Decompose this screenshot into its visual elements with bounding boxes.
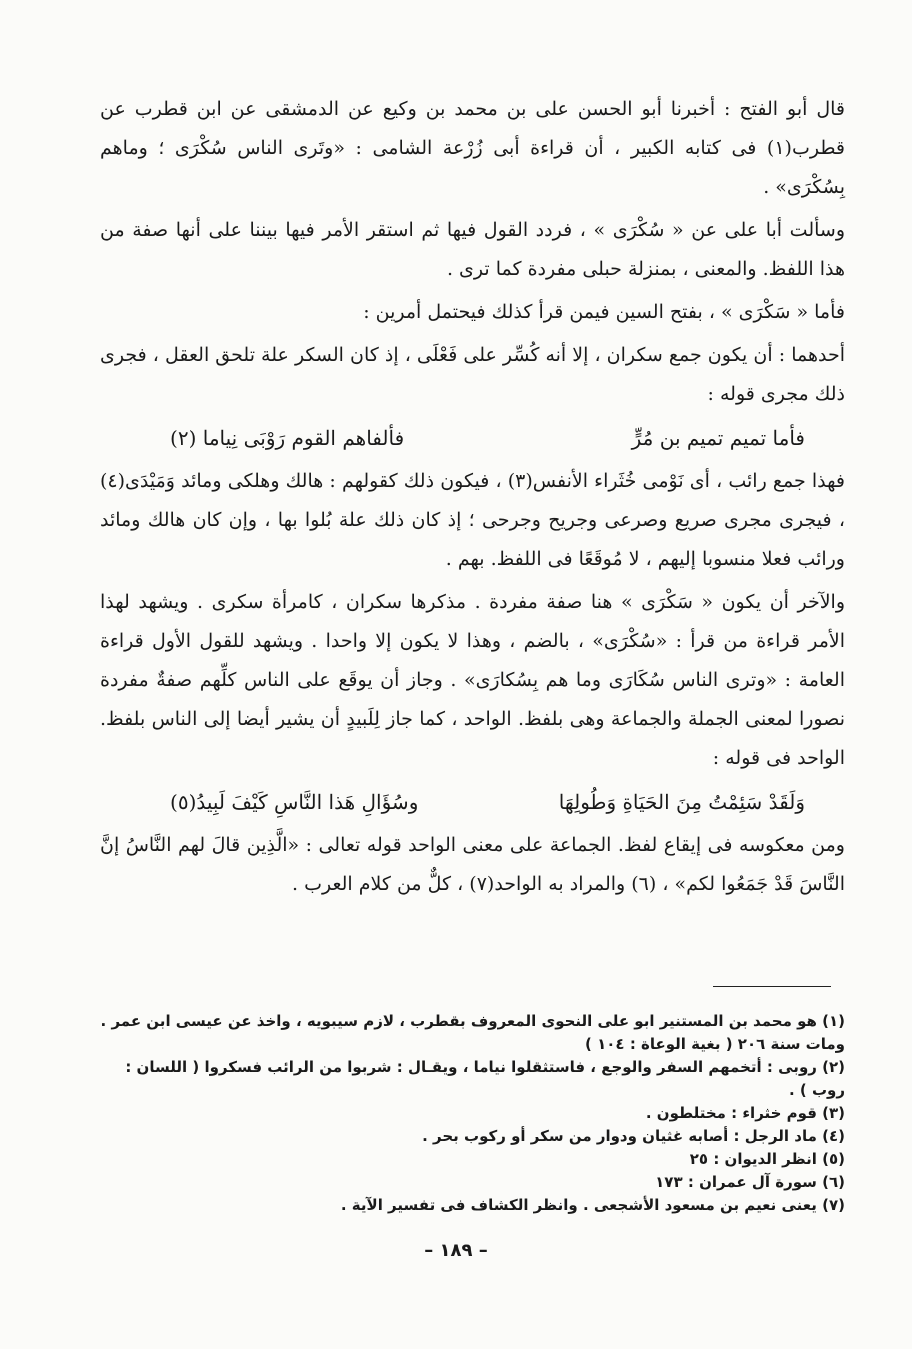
footnote: (٧) يعنى نعيم بن مسعود الأشجعى . وانظر الكشاف فى تفسير الآية .	[340, 1196, 845, 1214]
footnote: (٥) انظر الديوان : ٢٥	[689, 1150, 845, 1168]
paragraph: فأما « سَكْرَى » ، بفتح السين فيمن قرأ كذلك فيحتمل أمرين :	[363, 301, 845, 323]
verse-first-hemistich: فأما تميم تميم بن مُرٍّ	[631, 426, 805, 450]
paragraph: أحدهما : أن يكون جمع سكران ، إلا أنه كُسِّر على فَعْلَى ، إذ كان السكر علة تلحق العقل ، فجرى ذلك مجرى قوله :	[100, 344, 845, 405]
footnote: (٣) قوم خثراء : مختلطون .	[645, 1104, 845, 1122]
verse-second-hemistich: فألفاهم القوم رَوْبَى نِياما (٢)	[170, 426, 405, 450]
paragraph: قال أبو الفتح : أخبرنا أبو الحسن على بن محمد بن وكيع عن الدمشقى عن ابن قطرب عن قطرب(١) فى كتابه الكبير ، أن قراءة أبى زُرْعة الشامى : «وتَرى الناس سُكْرَى ؛ وماهم بِسُكْرَى» .	[100, 98, 845, 198]
footnote: (٦) سورة آل عمران : ١٧٣	[655, 1173, 845, 1191]
verse-line	[100, 416, 845, 460]
verse-line	[100, 780, 845, 824]
paragraph: والآخر أن يكون « سَكْرَى » هنا صفة مفردة . مذكرها سكران ، كامرأة سكرى . ويشهد لهذا الأمر قراءة من قرأ : «سُكْرَى» ، بالضم ، وهذا لا يكون إلا واحدا . ويشهد للقول الأول قراءة العامة : «وترى الناس سُكَارَى وما هم بِسُكارَى» . وجاز أن يوقَع على الناس كلِّهم صفةٌ مفردة نصورا لمعنى الجملة والجماعة وهى بلفظ. الواحد ، كما جاز لِلَبيدٍ أن يشير أيضا إلى الناس بلفظ. الواحد فى قوله :	[100, 591, 845, 769]
verse-first-hemistich: وَلَقَدْ سَئِمْتُ مِنَ الحَيَاةِ وَطُولِهَا	[558, 790, 805, 814]
page-number: – ١٨٩ –	[424, 1240, 488, 1261]
main-text	[100, 90, 845, 904]
paragraph: ومن معكوسه فى إيقاع لفظ. الجماعة على معنى الواحد قوله تعالى : «الَّذِين قالَ لهم النَّاسُ إنَّ النَّاسَ قَدْ جَمَعُوا لكم» ، (٦) والمراد به الواحد(٧) ، كلٌّ من كلام العرب .	[100, 834, 845, 895]
verse-second-hemistich: وسُؤَالِ هَذا النَّاسِ كَيْفَ لَبِيدُ(٥)	[170, 790, 419, 814]
footnote: (٤) ماد الرجل : أصابه غثيان ودوار من سكر أو ركوب بحر .	[422, 1127, 845, 1145]
paragraph: وسألت أبا على عن « سُكْرَى » ، فردد القول فيها ثم استقر الأمر فيها بيننا على أنها صفة من هذا اللفظ. والمعنى ، بمنزلة حبلى مفردة كما ترى .	[100, 219, 845, 280]
paragraph: فهذا جمع رائب ، أى نَوْمى خُثَراء الأنفس(٣) ، فيكون ذلك كقولهم : هالك وهلكى ومائد وَمَيْدَى(٤) ، فيجرى مجرى صريع وصرعى وجريح وجرحى ؛ إذ كان ذلك علة بُلوا بها ، وإن كان هالك ومائد ورائب فعلا منسوبا إليهم ، لا مُوقَعًا فى اللفظ. بهم .	[100, 470, 845, 570]
footnotes	[100, 1010, 845, 1217]
footnote: (١) هو محمد بن المستنير ابو على النحوى المعروف بقطرب ، لازم سيبويه ، واخذ عن عيسى ابن عمر . ومات سنة ٢٠٦ ( بغية الوعاة : ١٠٤ )	[100, 1012, 845, 1053]
footnote: (٢) روبى : أتخمهم السفر والوجع ، فاستثقلوا نياما ، ويقـال : شربوا من الرائب فسكروا ( اللسان : روب ) .	[125, 1058, 845, 1099]
footnote-separator	[713, 986, 831, 987]
